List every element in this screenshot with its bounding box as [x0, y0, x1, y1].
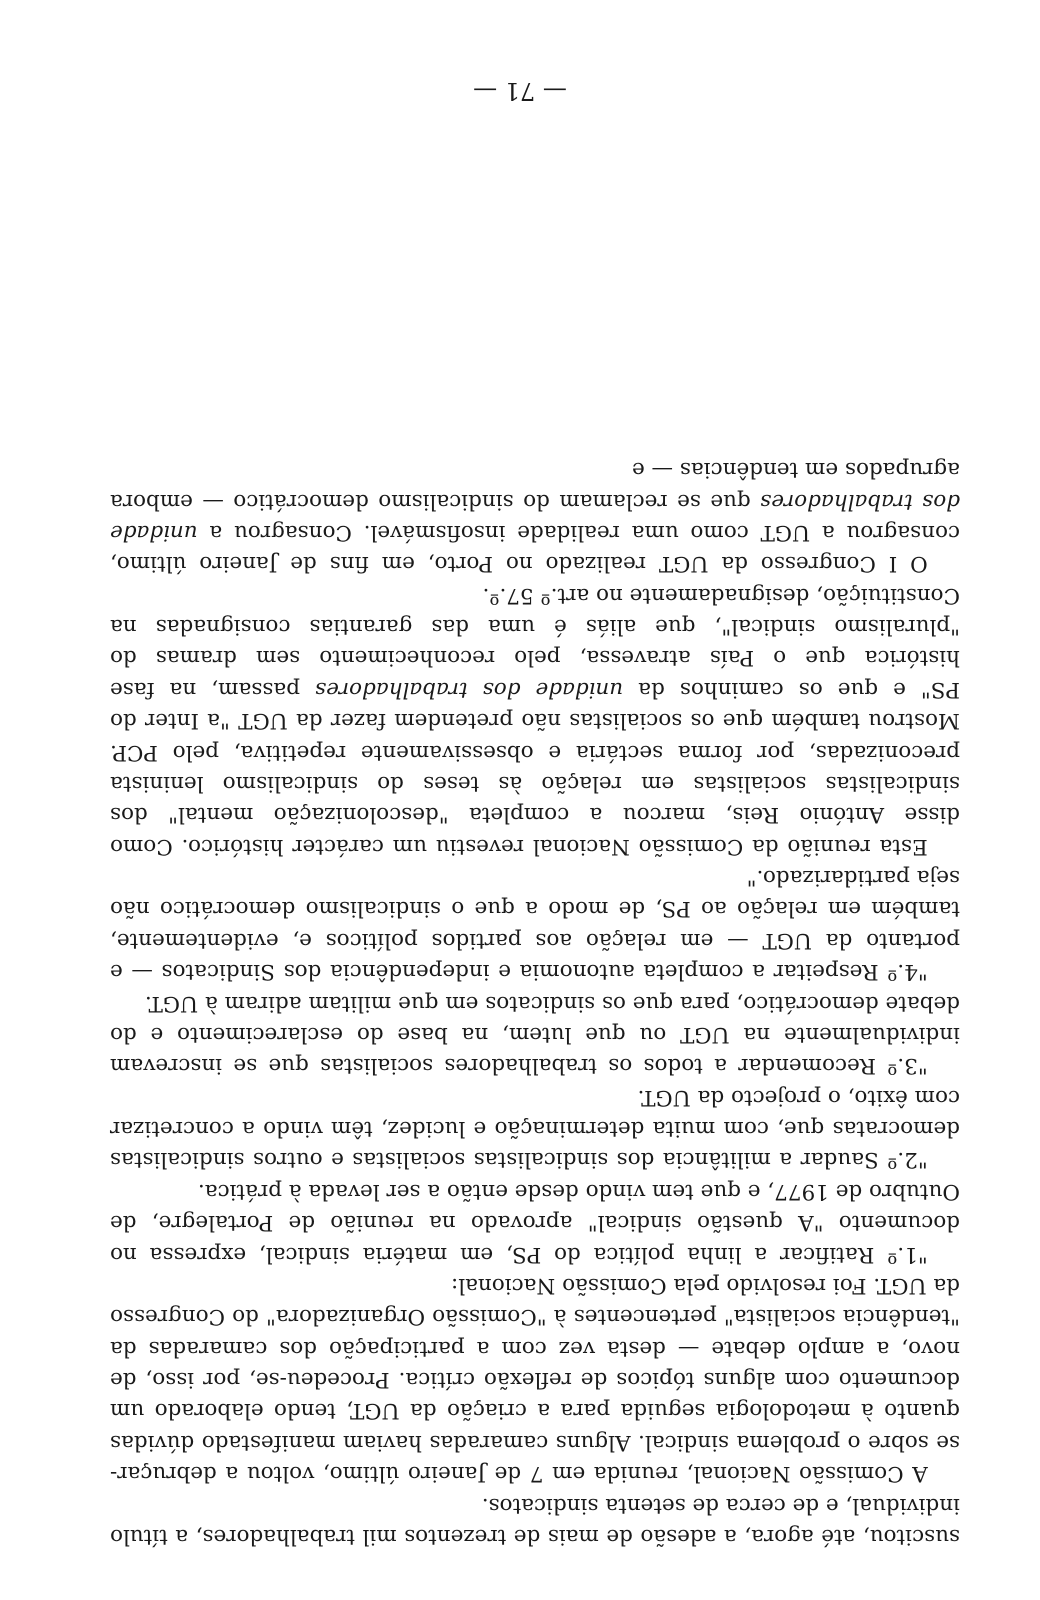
paragraph-congress-rest: que se reclamam do sindicalismo democrático — embora agrupados em tendências — e [110, 457, 960, 514]
paragraph-historic-emphasis: unidade dos trabalhadores [315, 676, 624, 702]
paragraph-historic-text: Esta reunião da Comissão Nacional revestiu um carácter histórico. Como disse António Reis, marcou a completa "descolonização mental" dos sindicalistas socialistas em relação às teses do sindicalismo leninista preconizadas, por forma sectária e obsessivamente repetitiva, pelo PCP. Mostrou também que os socialistas não pretendem fazer da UGT "a Inter do PS" e que os caminhos da [110, 676, 960, 859]
paragraph-point-2: "2.º Saudar a militância dos sindicalistas socialistas e outros sindicalistas democratas que, com muita determinação e lucidez, têm vindo a concretizar com êxito, o projecto da UGT. [110, 1084, 960, 1173]
paragraph-point-1: "1.º Ratificar a linha política do PS, em matéria sindical, expressa no documento "A questão sindical" aprovado na reunião de Portalegre, de Outubro de 1977, e que tem vindo desde então a ser levada à prática. [110, 1178, 960, 1267]
paragraph-congress-emphasis: unidade dos trabalhadores [110, 488, 960, 545]
paragraph-historic-rest: passam, na fase histórica que o País atravessa, pelo reconhecimento sem dramas do "pluralismo sindical", que aliás é uma das garantias consignadas na Constituição, designadamente no art.º 57.º. [110, 582, 960, 702]
paragraph-intro: suscitou, até agora, a adesão de mais de trezentos mil trabalhadores, a título individual, e de cerca de setenta sindicatos. [110, 1492, 960, 1549]
paragraph-point-4: "4.º Respeitar a completa autonomia e independência dos Sindicatos — e portanto da UGT — em relação aos partidos políticos e, evidentemente, também em relação ao PS, de modo a que o sindicalismo democrático não seja partidarizado." [110, 865, 960, 985]
paragraph-congress [110, 454, 960, 580]
paragraph-point-3: "3.º Recomendar a todos os trabalhadores socialistas que se inscrevam individualmente na UGT ou que lutem, na base do esclarecimento e do debate democrático, para que os sindicatos em que militam adiram à UGT. [110, 990, 960, 1079]
paragraph-comissao: A Comissão Nacional, reunida em 7 de Janeiro último, voltou a debruçar-se sobre o problema sindical. Alguns camaradas haviam manifestado dúvidas quanto à metodologia seguida para a criação da UGT, tendo elaborado um documento com alguns tópicos de reflexão crítica. Procedeu-se, por isso, de novo, a amplo debate — desta vez com a participação dos camaradas da "tendência socialista" pertencentes à "Comissão Organizadora" do Congresso da UGT. Foi resolvido pela Comissão Nacional: [110, 1273, 960, 1487]
paragraph-congress-text: O I Congresso da UGT realizado no Porto, em fins de Janeiro último, consagrou a UGT como uma realidade insofismável. Consagrou a [110, 520, 960, 577]
body-text [110, 454, 960, 1552]
page-number: — 71 — [473, 77, 567, 105]
paragraph-historic [110, 579, 960, 861]
